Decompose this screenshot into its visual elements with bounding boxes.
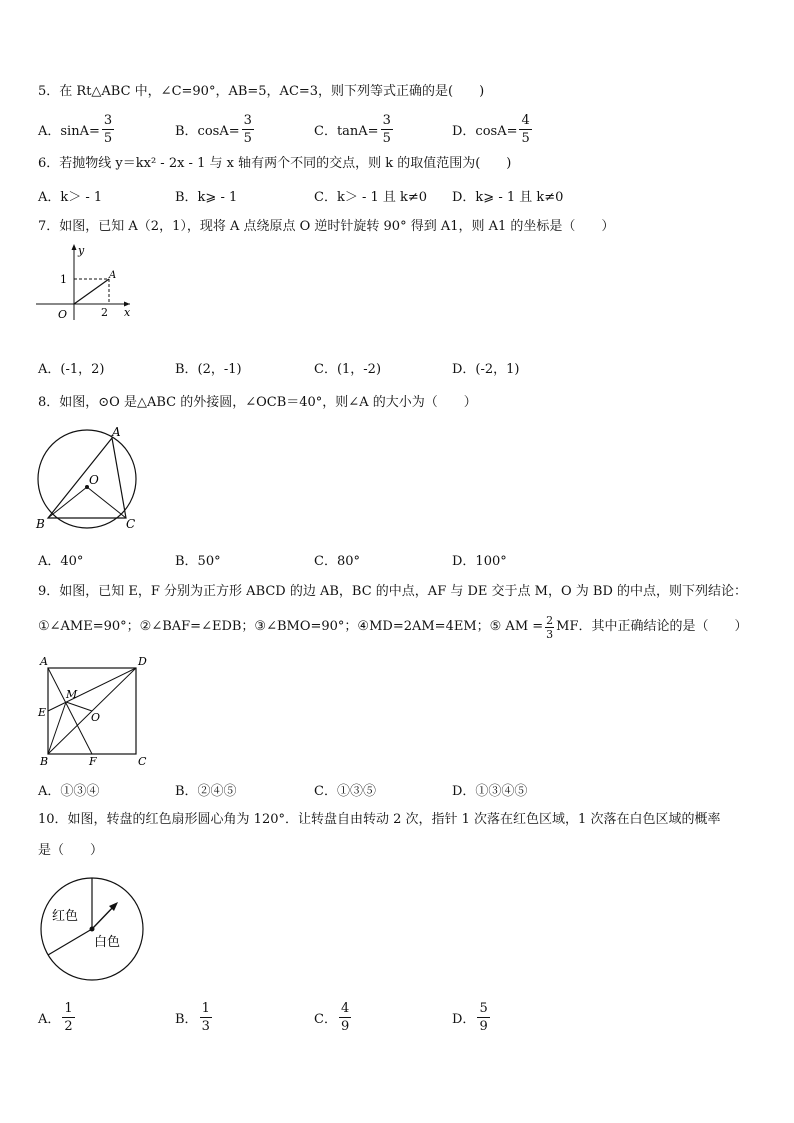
q6-option-b: B．k⩾ - 1 (175, 189, 238, 205)
q7-option-a: A．(-1，2) (38, 361, 105, 377)
q10-stem: 10．如图，转盘的红色扇形圆心角为 120°．让转盘自由转动 2 次，指针 1 次落在红色区域，1 次落在白色区域的概率 (38, 812, 721, 827)
q6-options (38, 185, 758, 205)
q9-vertex-a: A (40, 655, 48, 668)
q5-stem: 5．在 Rt△ABC 中，∠C=90°，AB=5，AC=3，则下列等式正确的是( ) (38, 84, 485, 99)
q9-point-e: E (38, 706, 47, 719)
q8-option-a: A．40° (38, 553, 84, 569)
q8-vertex-b: B (36, 517, 45, 531)
q8-option-c: C．80° (314, 553, 360, 569)
q10-white-label: 白色 (94, 935, 121, 950)
q7-y-label: y (78, 244, 85, 257)
q9-conditions-tail: MF．其中正确结论的是（ ） (556, 619, 748, 634)
q8-center-o: O (89, 473, 99, 487)
q6-stem: 6．若抛物线 y＝kx² - 2x - 1 与 x 轴有两个不同的交点，则 k 的取值范围为( ) (38, 156, 512, 171)
q6-option-c: C．k＞ - 1 且 k≠0 (314, 189, 428, 205)
q10-spinner-figure (36, 874, 148, 984)
q9-conditions-text: ①∠AME=90°；②∠BAF=∠EDB；③∠BMO=90°；④MD=2AM=4EM；⑤ AM = (38, 619, 544, 634)
q8-vertex-c: C (126, 517, 136, 531)
q9-vertex-d: D (138, 655, 147, 668)
q9-stem: 9．如图，已知 E，F 分别为正方形 ABCD 的边 AB，BC 的中点，AF 与 DE 交于点 M，O 为 BD 的中点，则下列结论： (38, 584, 748, 599)
q9-fraction: $\frac{2}{3}$ (546, 613, 554, 641)
q9-vertex-c: C (138, 755, 147, 766)
q9-conditions (38, 613, 748, 641)
q7-tick-one: 1 (60, 273, 67, 286)
q7-option-d: D．(-2，1) (452, 361, 520, 377)
q10-option-c: C． $\frac{4}{9}$ (314, 1000, 350, 1034)
q8-circle-figure (30, 422, 150, 534)
q5-option-c: C．tanA= $\frac{3}{5}$ (314, 112, 391, 146)
q6-option-d: D．k⩾ - 1 且 k≠0 (452, 189, 564, 205)
q9-vertex-b: B (40, 755, 49, 766)
q9-point-o: O (91, 711, 101, 724)
q8-vertex-a: A (112, 425, 121, 439)
q7-x-label: x (124, 306, 131, 319)
q9-point-m: M (66, 688, 78, 701)
q9-option-a: A．①③④ (38, 783, 100, 799)
q6-option-a: A．k＞ - 1 (38, 189, 103, 205)
q9-option-d: D．①③④⑤ (452, 783, 528, 799)
q9-point-f: F (89, 755, 97, 766)
q5-option-a: A．sinA= $\frac{3}{5}$ (38, 112, 113, 146)
q8-option-b: B．50° (175, 553, 221, 569)
q7-option-c: C．(1，-2) (314, 361, 382, 377)
q7-stem: 7．如图，已知 A（2，1），现将 A 点绕原点 O 逆时针旋转 90° 得到 A1，则 A1 的坐标是（ ） (38, 219, 615, 234)
q10-option-b: B． $\frac{1}{3}$ (175, 1000, 210, 1034)
q9-square-figure (36, 654, 154, 766)
q7-tick-two: 2 (101, 306, 108, 319)
q7-point-a-label: A (109, 270, 117, 281)
q9-option-b: B．②④⑤ (175, 783, 237, 799)
q10-red-label: 红色 (52, 909, 79, 924)
q9-option-c: C．①③⑤ (314, 783, 376, 799)
q7-options (38, 357, 758, 377)
q10-option-d: D． $\frac{5}{9}$ (452, 1000, 488, 1034)
q10-options (38, 996, 758, 1038)
q5-option-d: D．cosA= $\frac{4}{5}$ (452, 112, 530, 146)
q8-option-d: D．100° (452, 553, 507, 569)
q7-coordinate-figure (36, 240, 136, 322)
q10-option-a: A． $\frac{1}{2}$ (38, 1000, 73, 1034)
q8-options (38, 549, 758, 569)
q8-stem: 8．如图，⊙O 是△ABC 的外接圆，∠OCB＝40°，则∠A 的大小为（ ） (38, 395, 477, 410)
q7-option-b: B．(2，-1) (175, 361, 242, 377)
q7-origin-label: O (58, 308, 68, 321)
q5-options (38, 108, 758, 150)
q5-option-b: B．cosA= $\frac{3}{5}$ (175, 112, 252, 146)
q10-stem-continued: 是（ ） (38, 843, 104, 858)
q9-options (38, 779, 758, 799)
